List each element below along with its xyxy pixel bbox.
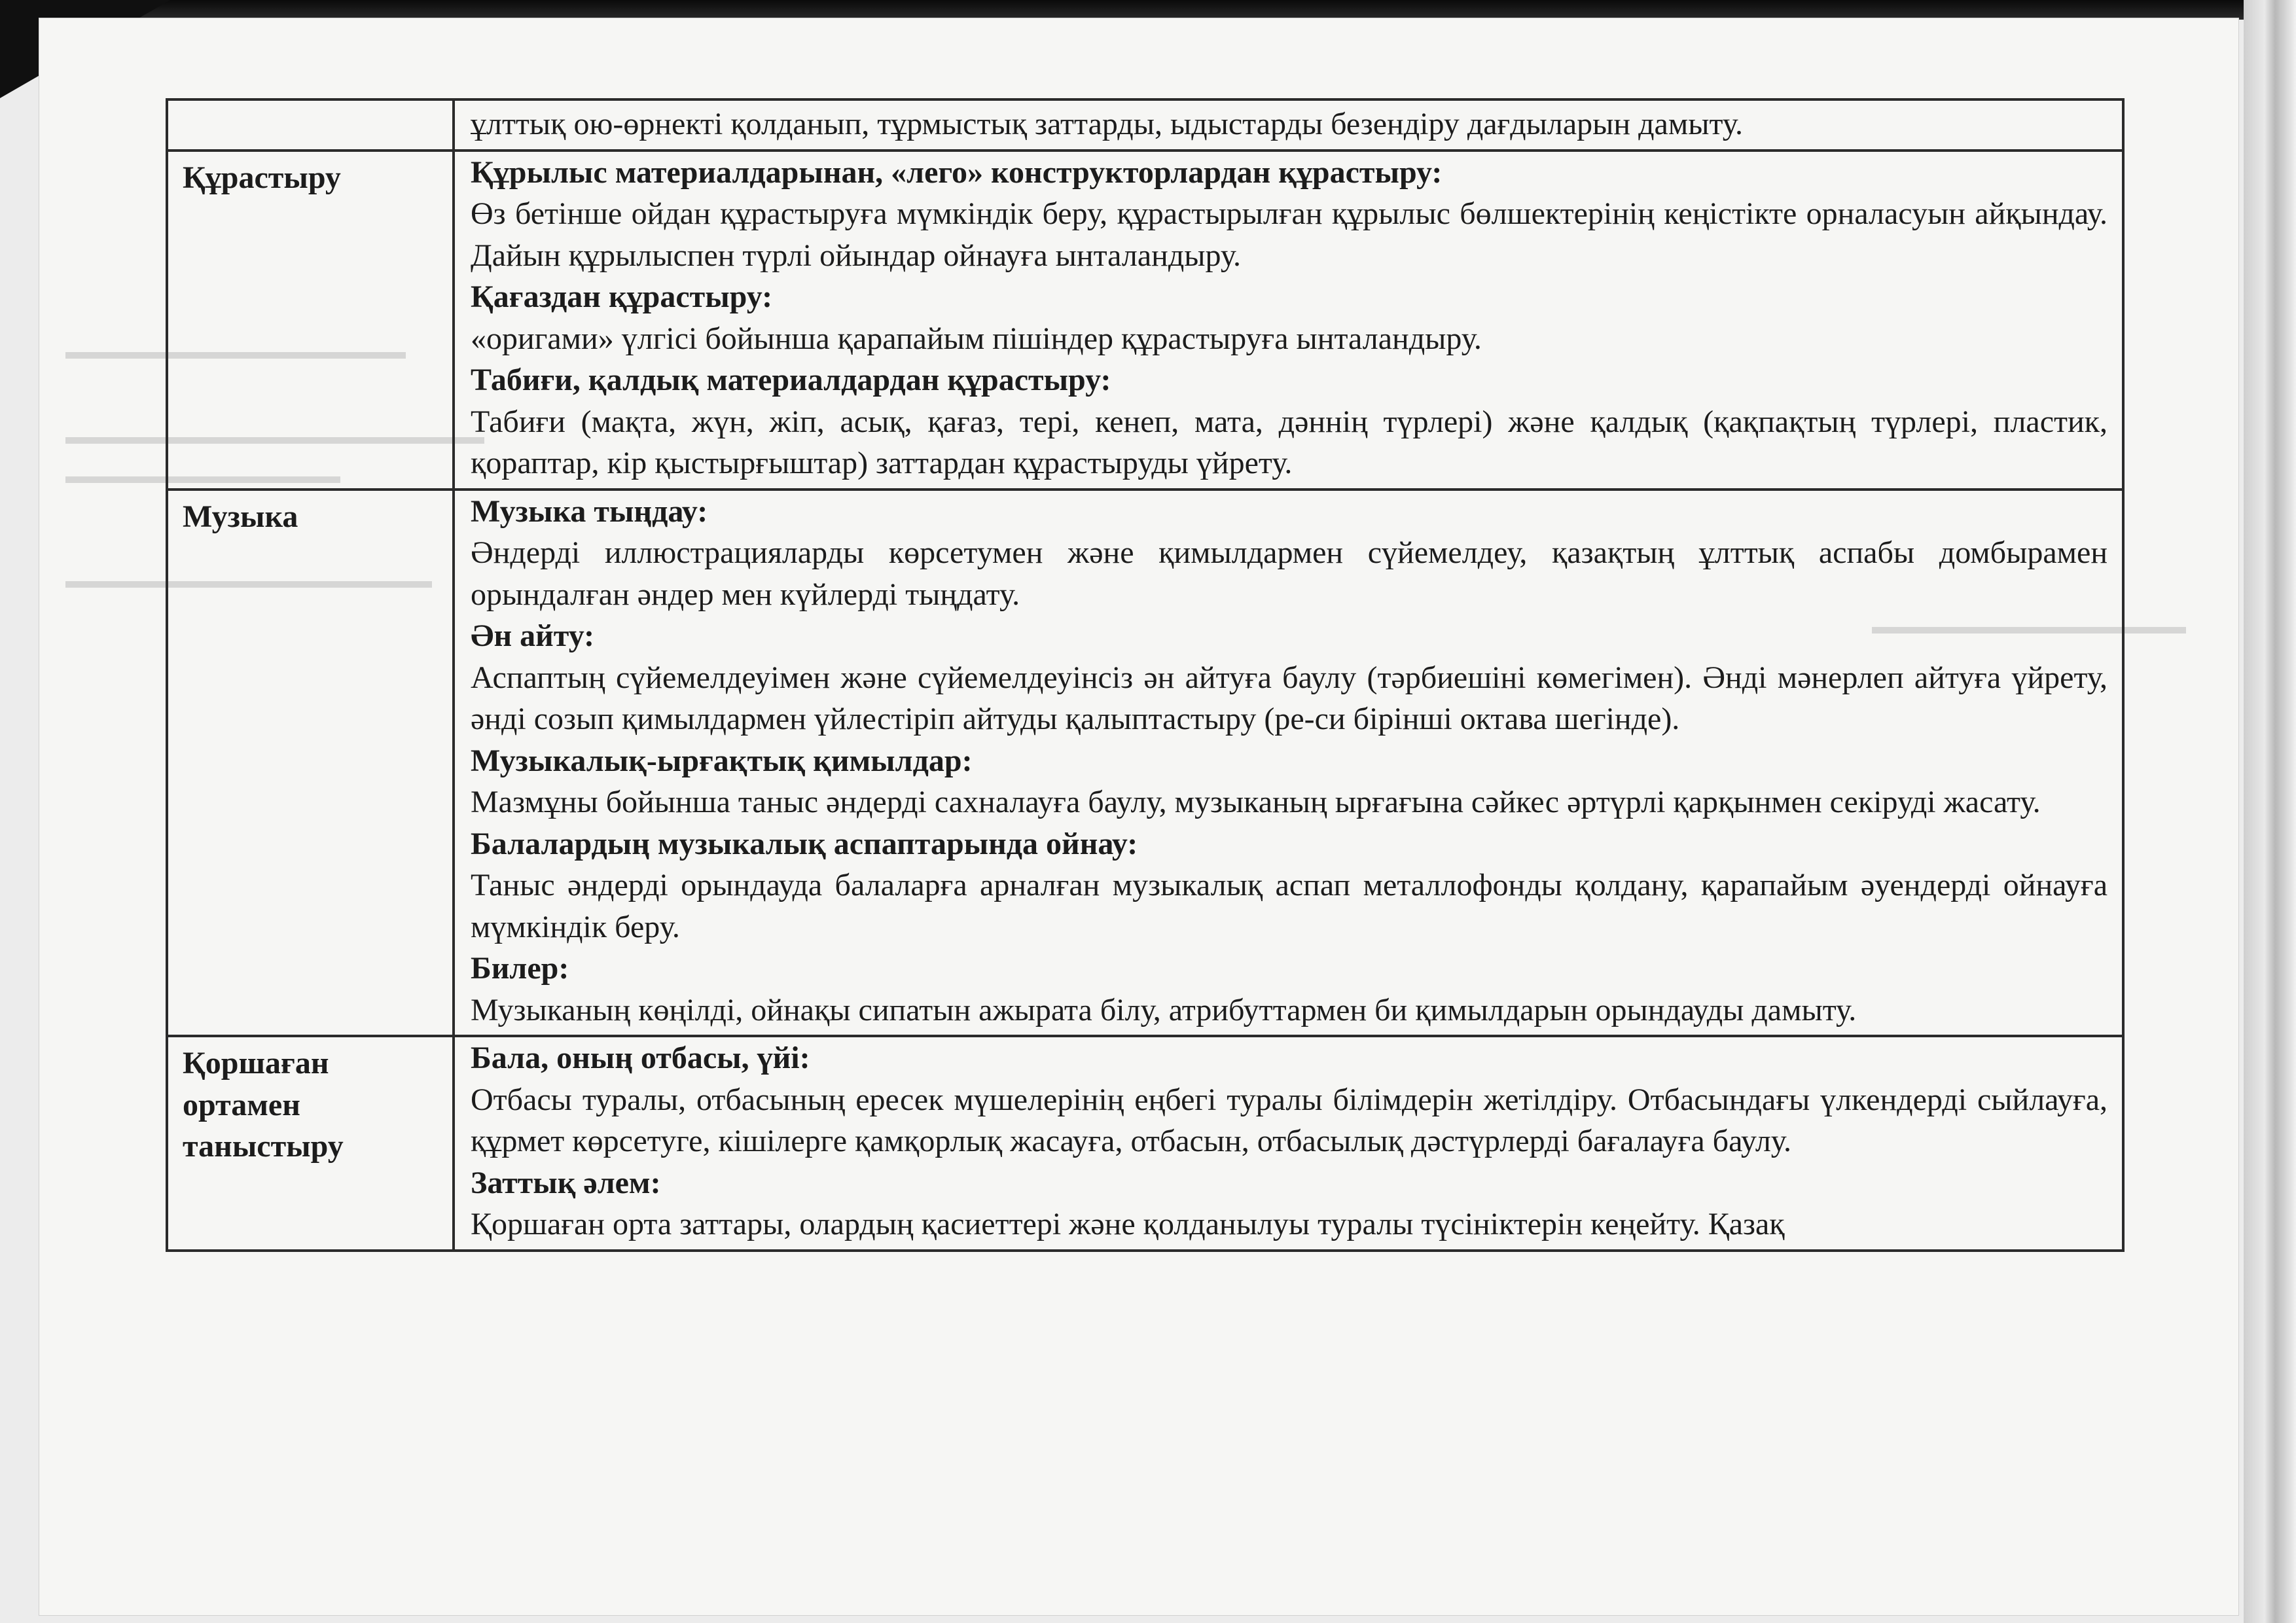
section-text: Мазмұны бойынша таныс әндерді сахналауға баулу, музыканың ырғағына сәйкес әртүрлі қарқынмен секіруді жасату.	[471, 785, 2041, 819]
section-text: Өз бетінше ойдан құрастыруға мүмкіндік беру, құрастырылған құрылыс бөлшектерінің кеңістікте орналасуын айқындау. Дайын құрылыспен түрлі ойындар ойнауға ынталандыру.	[471, 196, 2108, 273]
section-text: Табиғи (мақта, жүн, жіп, асық, қағаз, тері, кенеп, мата, дәннің түрлері) және қалдық (қақпақтың түрлері, пластик, қораптар, кір қыстырғыштар) заттардан құрастыруды үйрету.	[471, 404, 2108, 480]
section-text: Таныс әндерді орындауда балаларға арналған музыкалық аспап металлофонды қолдану, қарапайым әуендерді ойнауға мүмкіндік беру.	[471, 868, 2108, 944]
area-cell: Құрастыру	[167, 151, 454, 490]
section-heading: Билер:	[471, 951, 569, 986]
section-heading: Музыка тыңдау:	[471, 493, 708, 529]
section-heading: Құрылыс материалдарынан, «лего» конструкторлардан құрастыру:	[471, 154, 1443, 190]
section-heading: Бала, оның отбасы, үйі:	[471, 1041, 810, 1075]
content-cell	[454, 151, 2123, 490]
area-cell: Қоршаған ортамен таныстыру	[167, 1036, 454, 1251]
scan-page-stack-edge	[2244, 0, 2296, 1623]
section-text: Қоршаған орта заттары, олардың қасиеттері және қолданылуы туралы түсініктерін кеңейту. Қазақ	[471, 1207, 1785, 1241]
table-row	[167, 151, 2123, 490]
section-heading: Заттық әлем:	[471, 1165, 661, 1200]
section-text: Әндерді иллюстрацияларды көрсетумен және қимылдармен сүйемелдеу, қазақтың ұлттық аспабы домбырамен орындалған әндер мен күйлерді тыңдату.	[471, 535, 2108, 612]
content-cell	[454, 1036, 2123, 1251]
section-heading: Балалардың музыкалық аспаптарында ойнау:	[471, 826, 1138, 861]
content-cell	[454, 490, 2123, 1037]
section-heading: Қағаздан құрастыру:	[471, 279, 773, 314]
table-row	[167, 1036, 2123, 1251]
intro-line: ұлттық ою-өрнекті қолданып, тұрмыстық заттарды, ыдыстарды безендіру дағдыларын дамыту.	[471, 107, 1743, 141]
table-row	[167, 490, 2123, 1037]
area-cell-empty	[167, 99, 454, 151]
content-cell	[454, 99, 2123, 151]
section-heading: Табиғи, қалдық материалдардан құрастыру:	[471, 363, 1111, 397]
section-heading: Музыкалық-ырғақтық қимылдар:	[471, 743, 973, 778]
curriculum-table	[166, 98, 2125, 1252]
section-heading: Ән айту:	[471, 618, 595, 653]
section-text: Музыканың көңілді, ойнақы сипатын ажырата білу, атрибуттармен би қимылдарын орындауды дамыту.	[471, 992, 1857, 1027]
section-text: «оригами» үлгісі бойынша қарапайым пішіндер құрастыруға ынталандыру.	[471, 321, 1482, 356]
section-text: Отбасы туралы, отбасының ересек мүшелерінің еңбегі туралы білімдерін жетілдіру. Отбасындағы үлкендерді сыйлауға, құрмет көрсетуге, кішілерге қамқорлық жасауға, отбасын, отбасылық дәстүрлерді бағалауға баулу.	[471, 1082, 2108, 1158]
table-row-intro	[167, 99, 2123, 151]
section-text: Аспаптың сүйемелдеуімен және сүйемелдеуінсіз ән айтуға баулу (тәрбиешіні көмегімен). Әнді мәнерлеп айтуға үйрету, әнді созып қимылдармен үйлестіріп айтуды қалыптастыру (ре-си бірінші октава шегінде).	[471, 660, 2108, 736]
area-cell: Музыка	[167, 490, 454, 1037]
scan-edge-top	[0, 0, 2296, 20]
